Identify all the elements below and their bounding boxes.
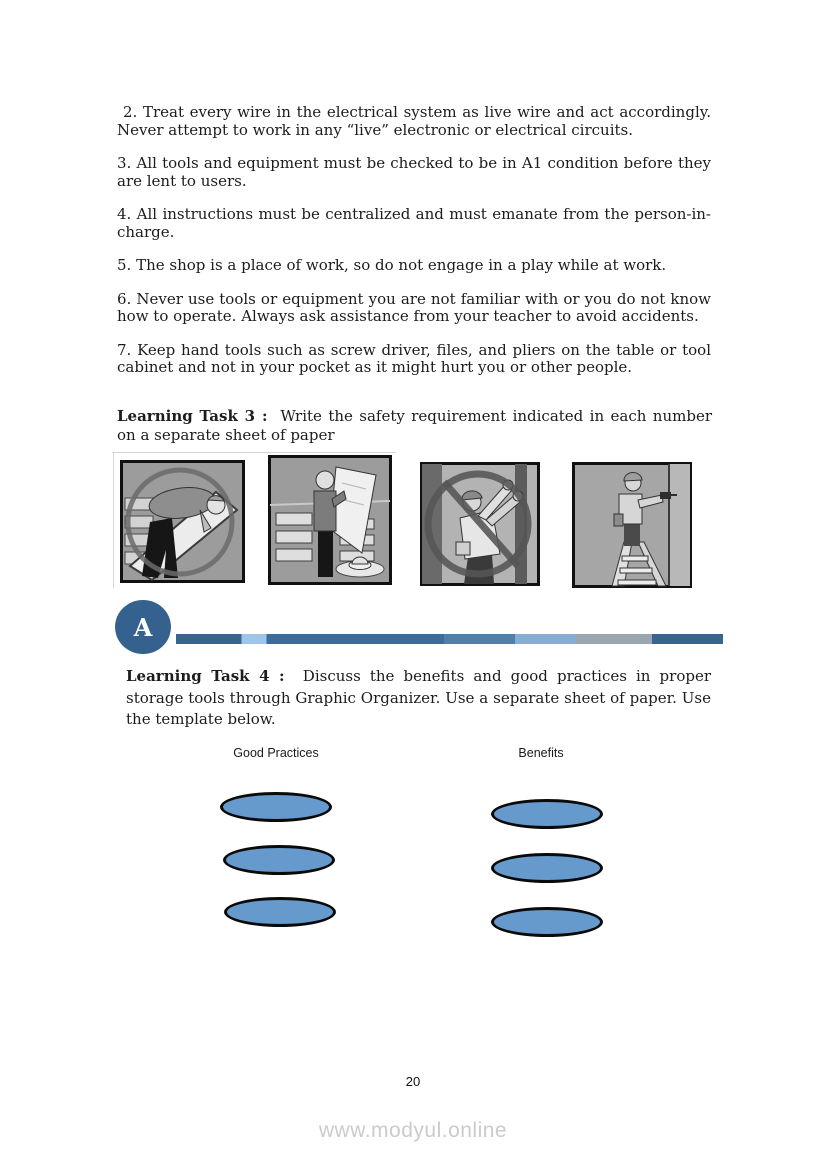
learning-task-3-text: Write the safety requirement indicated in each number on a separate sheet of paper [117,407,712,444]
section-divider-bar [176,634,723,644]
section-a-letter: A [133,612,153,642]
learning-task-3-label: Learning Task 3 : [117,407,268,425]
rule-item-3: 3. All tools and equipment must be checked to be in A1 condition before they are lent to users. [117,154,711,190]
learning-task-4 [126,666,711,731]
worker-reading-plans-illustration [268,455,392,585]
rule-item-6: 6. Never use tools or equipment you are not familiar with or you do not know how to operate. Always ask assistance from your teacher to avoid accidents. [117,289,711,325]
benefits-oval-1 [491,799,603,829]
learning-task-3 [117,407,712,445]
safety-rules-list [117,104,711,393]
rule-item-5: 5. The shop is a place of work, so do not engage in a play while at work. [117,256,667,274]
good-practices-oval-1 [220,792,332,822]
organizer-title-good-practices: Good Practices [233,746,319,760]
rule-item-2: 2. Treat every wire in the electrical system as live wire and act accordingly. Never attempt to work in any “live” electronic or electrical circuits. [117,103,711,139]
organizer-title-benefits: Benefits [518,746,564,760]
frame-border-left [113,452,114,588]
rule-item-7: 7. Keep hand tools such as screw driver, files, and pliers on the table or tool cabinet and not in your pocket as it might hurt you or other people. [117,340,711,376]
overhead-reaching-prohibited-illustration [420,462,540,586]
section-a-badge [115,600,171,654]
page-number: 20 [405,1074,421,1089]
safety-illustrations-strip [112,452,724,590]
frame-border-top [112,452,396,453]
worker-on-ladder-drilling-illustration [572,462,692,588]
learning-task-4-label: Learning Task 4 : [126,667,285,685]
learning-task-4-text: Discuss the benefits and good practices in proper storage tools through Graphic Organizer. Use a separate sheet of paper. Use the template below. [126,667,712,728]
benefits-oval-2 [491,853,603,883]
good-practices-oval-3 [224,897,336,927]
good-practices-oval-2 [223,845,335,875]
rule-item-4: 4. All instructions must be centralized and must emanate from the person-in-charge. [117,205,711,241]
worker-leaning-over-prohibited-illustration [120,460,245,583]
benefits-oval-3 [491,907,603,937]
watermark-text: www.modyul.online [318,1119,508,1142]
